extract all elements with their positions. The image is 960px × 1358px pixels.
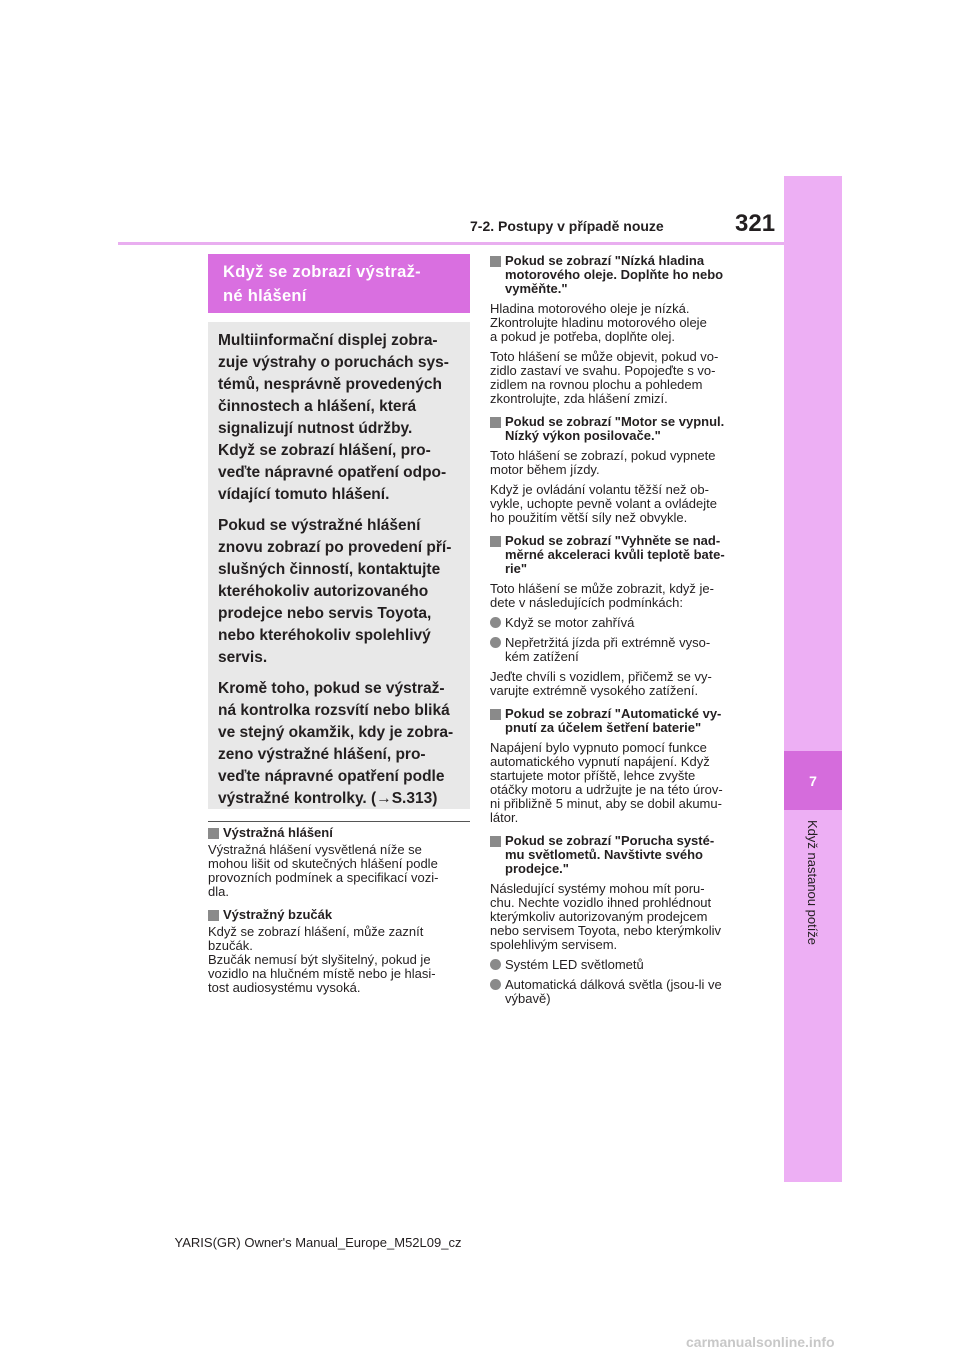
subheading: Pokud se zobrazí "Motor se vypnul. Nízký výkon posilovače." [490, 415, 752, 443]
square-bullet-icon [490, 417, 501, 428]
info-paragraph: Pokud se výstražné hlášení znovu zobrazí po provedení pří- slušných činností, kontaktujte kteréhokoliv autorizovaného prodejce nebo servis Toyota, nebo kteréhokoliv spolehlivý servis. [218, 517, 452, 666]
body-text: Výstražná hlášení vysvětlená níže se mohou lišit od skutečných hlášení podle provozních podmínek a specifikací vozi- dla. [208, 842, 439, 899]
list-item: Nepřetržitá jízda při extrémně vyso- kém zatížení [490, 636, 752, 664]
section-heading-box [208, 254, 470, 313]
square-bullet-icon [490, 536, 501, 547]
body-text: Toto hlášení se zobrazí, pokud vypnete motor během jízdy. [490, 448, 716, 477]
body-text: Toto hlášení se může objevit, pokud vo- zidlo zastaví ve svahu. Popojeďte s vo- zidlem na rovnou plochu a pohledem zkontrolujte, zda hlášení zmizí. [490, 349, 719, 406]
chapter-side-tab [784, 176, 842, 1182]
bullet-dot-icon [490, 637, 501, 648]
body-text: Následující systémy mohou mít poru- chu. Nechte vozidlo ihned prohlédnout kterýmkoliv autorizovaným prodejcem nebo servisem Toyota, nebo kterýmkoliv spolehlivým servisem. [490, 881, 721, 952]
list-item: Automatická dálková světla (jsou-li ve výbavě) [490, 978, 752, 1006]
subheading: Pokud se zobrazí "Automatické vy- pnutí za účelem šetření baterie" [490, 707, 752, 735]
right-column [490, 254, 752, 1006]
section-heading-line-1: Když se zobrazí výstraž- [223, 263, 421, 281]
page-number: 321 [735, 210, 776, 237]
chapter-label [784, 820, 842, 980]
subheading: Pokud se zobrazí "Porucha systé- mu světlometů. Navštivte svého prodejce." [490, 834, 752, 876]
bullet-dot-icon [490, 617, 501, 628]
body-text: Když je ovládání volantu těžší než ob- vykle, uchopte pevně volant a ovládejte ho použitím větší síly než obvykle. [490, 482, 717, 525]
info-paragraph: Multiinformační displej zobra- zuje výstrahy o poruchách sys- témů, nesprávně provedených činnostech a hlášení, která signalizují nutnost údržby. Když se zobrazí hlášení, pro- veďte nápravné opatření odpo- vídající tomuto hlášení. [218, 332, 449, 503]
square-bullet-icon [208, 910, 219, 921]
info-box [208, 322, 470, 809]
square-bullet-icon [490, 256, 501, 267]
info-paragraph: Kromě toho, pokud se výstraž- ná kontrolka rozsvítí nebo bliká ve stejný okamžik, kdy je zobra- zeno výstražné hlášení, pro- veďte nápravné opatření podle výstražné kontrolky. (→S.313) [218, 680, 454, 807]
body-text: Jeďte chvíli s vozidlem, přičemž se vy- varujte extrémně vysokého zatížení. [490, 669, 712, 698]
list-item: Když se motor zahřívá [490, 616, 752, 630]
bullet-dot-icon [490, 979, 501, 990]
square-bullet-icon [490, 836, 501, 847]
subheading: Pokud se zobrazí "Nízká hladina motorového oleje. Doplňte ho nebo vyměňte." [490, 254, 752, 296]
footer-text: YARIS(GR) Owner's Manual_Europe_M52L09_cz [174, 1235, 462, 1250]
subheading: Výstražná hlášení [208, 826, 470, 840]
subheading: Pokud se zobrazí "Vyhněte se nad- měrné akceleraci kvůli teplotě bate- rie" [490, 534, 752, 576]
subheading: Výstražný bzučák [208, 908, 470, 922]
watermark: carmanualsonline.info [686, 1334, 835, 1350]
section-heading-line-2: né hlášení [223, 287, 307, 305]
chapter-number: 7 [809, 772, 817, 789]
body-text: Hladina motorového oleje je nízká. Zkontrolujte hladinu motorového oleje a pokud je potřeba, doplňte olej. [490, 301, 707, 344]
bullet-dot-icon [490, 959, 501, 970]
section-title: 7-2. Postupy v případě nouze [470, 218, 664, 234]
body-text: Když se zobrazí hlášení, může zaznít bzučák. Bzučák nemusí být slyšitelný, pokud je vozidlo na hlučném místě nebo je hlasi- tost audiosystému vysoká. [208, 924, 436, 995]
header-rule [118, 242, 784, 245]
left-column [208, 826, 470, 995]
chapter-number-badge [784, 751, 842, 810]
chapter-label-text: Když nastanou potíže [805, 820, 820, 946]
square-bullet-icon [208, 828, 219, 839]
list-item: Systém LED světlometů [490, 958, 752, 972]
body-text: Napájení bylo vypnuto pomocí funkce automatického vypnutí napájení. Když startujete motor příště, lehce zvyšte otáčky motoru a udržujte je na této úrov- ni přibližně 5 minut, aby se dobil akumu- látor. [490, 740, 723, 825]
square-bullet-icon [490, 709, 501, 720]
divider [208, 821, 470, 822]
body-text: Toto hlášení se může zobrazit, když je- dete v následujících podmínkách: [490, 581, 714, 610]
footer [0, 1235, 960, 1250]
